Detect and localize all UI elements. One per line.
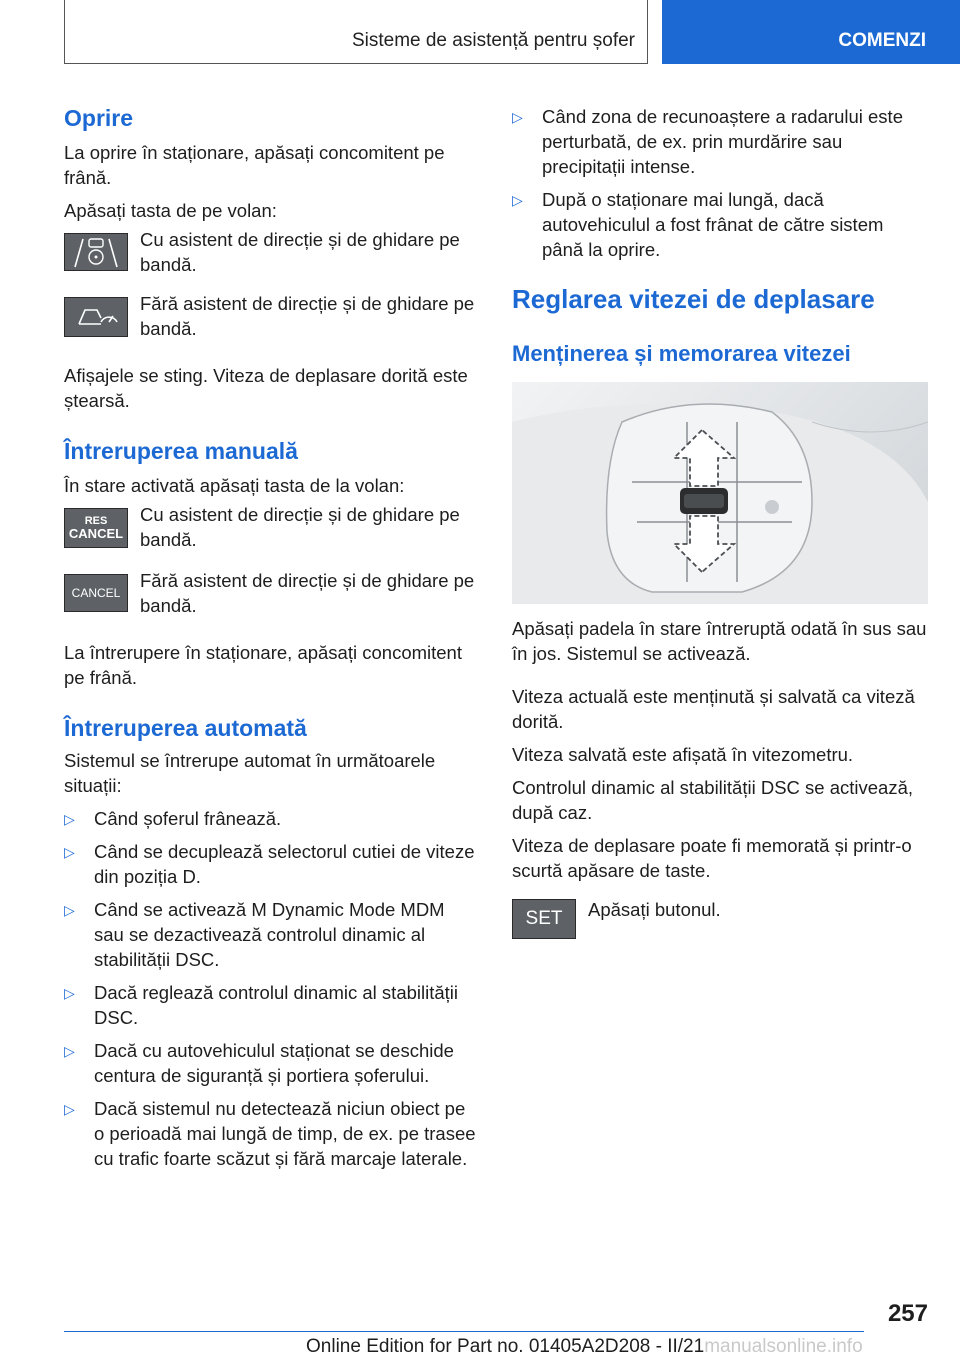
oprire-item-without-assist [64, 293, 478, 341]
mentinere-paragraph-1: Apăsați padela în stare întreruptă odată în sus sau în jos. Sistemul se activează. [512, 618, 927, 664]
list-item: ▷ Când se activează M Dynamic Mode MDM sau se dezactivează controlul dinamic al stabilității DSC. [64, 899, 445, 970]
list-item: ▷ După o staționare mai lungă, dacă autovehiculul a fost frânat de către sistem până la oprire. [512, 189, 884, 260]
res-cancel-button-icon [64, 508, 128, 548]
right-column [512, 100, 928, 939]
manual-item-res-cancel [64, 504, 478, 552]
oprire-paragraph-3: Afișajele se sting. Viteza de deplasare dorită este ștearsă. [64, 365, 468, 411]
triangle-bullet-icon: ▷ [512, 109, 523, 125]
res-label: RES [84, 515, 108, 527]
heading-oprire: Oprire [64, 105, 134, 131]
section-tab-comenzi [662, 0, 960, 64]
triangle-bullet-icon: ▷ [64, 902, 75, 918]
steering-assist-icon [71, 235, 121, 269]
footer-divider [64, 1331, 864, 1332]
heading-mentinerea-vitezei: Menținerea și memorarea vitezei [512, 341, 851, 366]
footer-watermark: manualsonline.info [704, 1336, 863, 1357]
triangle-bullet-icon: ▷ [64, 811, 75, 827]
steering-wheel-paddle-illustration [512, 382, 928, 604]
oprire-item-2-text: Fără asistent de direcție și de ghidare pe bandă. [140, 293, 475, 339]
heading-reglarea-vitezei: Reglarea vitezei de deplasare [512, 284, 875, 314]
oprire-item-with-assist [64, 229, 478, 277]
list-item: ▷ Când se decuplează selectorul cutiei de viteze din poziția D. [64, 841, 475, 887]
manual-paragraph-2: La întrerupere în staționare, apăsați concomitent pe frână. [64, 642, 462, 688]
auto-bullet-list [64, 806, 478, 1171]
triangle-bullet-icon: ▷ [512, 192, 523, 208]
page-number: 257 [887, 1300, 928, 1327]
mentinere-paragraph-5: Viteza de deplasare poate fi memorată și printr-o scurtă apăsare de taste. [512, 835, 912, 881]
set-button-icon [512, 899, 576, 939]
oprire-paragraph-2: Apăsați tasta de pe volan: [64, 200, 277, 221]
left-column [64, 100, 478, 1171]
manual-item-cancel [64, 570, 478, 618]
list-item: ▷ Când șoferul frânează. [64, 806, 478, 831]
header-title: Sisteme de asistență pentru șofer [351, 30, 635, 51]
speedometer-icon [71, 302, 121, 332]
heading-intrerupere-manuala: Întreruperea manuală [64, 438, 298, 464]
footer-edition-text: Online Edition for Part no. 01405A2D208 - II/21 [306, 1336, 705, 1357]
list-item: ▷ Dacă cu autovehiculul staționat se deschide centura de siguranță și portiera șoferului. [64, 1040, 454, 1086]
triangle-bullet-icon: ▷ [64, 985, 75, 1001]
cancel-label: CANCEL [68, 526, 124, 541]
triangle-bullet-icon: ▷ [64, 844, 75, 860]
list-item: ▷ Când zona de recunoaștere a radarului este perturbată, de ex. prin murdărire sau precipitații intense. [512, 106, 903, 177]
speed-control-button-icon [64, 297, 128, 337]
manual-item-1-text: Cu asistent de direcție și de ghidare pe bandă. [140, 504, 460, 550]
auto-paragraph-1: Sistemul se întrerupe automat în următoarele situații: [64, 750, 436, 796]
footer-edition [306, 1336, 863, 1358]
cancel-button-label: CANCEL [71, 586, 121, 600]
list-item: ▷ Dacă reglează controlul dinamic al stabilității DSC. [64, 982, 459, 1028]
oprire-paragraph-1: La oprire în staționare, apăsați concomitent pe frână. [64, 142, 445, 188]
manual-paragraph-1: În stare activată apăsați tasta de la volan: [64, 475, 405, 496]
set-button-label: SET [525, 908, 563, 929]
cancel-button-icon [64, 574, 128, 612]
section-tab-label: COMENZI [838, 30, 926, 51]
mentinere-paragraph-2: Viteza actuală este menținută și salvată ca viteză dorită. [512, 686, 915, 732]
set-button-item [512, 899, 928, 939]
set-button-text: Apăsați butonul. [588, 899, 721, 920]
steering-wheel-controls-photo [512, 382, 928, 604]
heading-intrerupere-automata: Întreruperea automată [64, 715, 307, 741]
manual-item-2-text: Fără asistent de direcție și de ghidare pe bandă. [140, 570, 475, 616]
mentinere-paragraph-4: Controlul dinamic al stabilității DSC se activează, după caz. [512, 777, 914, 823]
continued-bullet-list [512, 104, 928, 262]
triangle-bullet-icon: ▷ [64, 1101, 75, 1117]
list-item: ▷ Dacă sistemul nu detectează niciun obiect pe o perioadă mai lungă de timp, de ex. pe trasee cu trafic foarte scăzut și fără marcaje laterale. [64, 1098, 476, 1169]
mentinere-paragraph-3: Viteza salvată este afișată în vitezometru. [512, 744, 854, 765]
steering-assist-button-icon [64, 233, 128, 271]
oprire-item-1-text: Cu asistent de direcție și de ghidare pe bandă. [140, 229, 460, 275]
triangle-bullet-icon: ▷ [64, 1043, 75, 1059]
running-header [64, 0, 648, 64]
